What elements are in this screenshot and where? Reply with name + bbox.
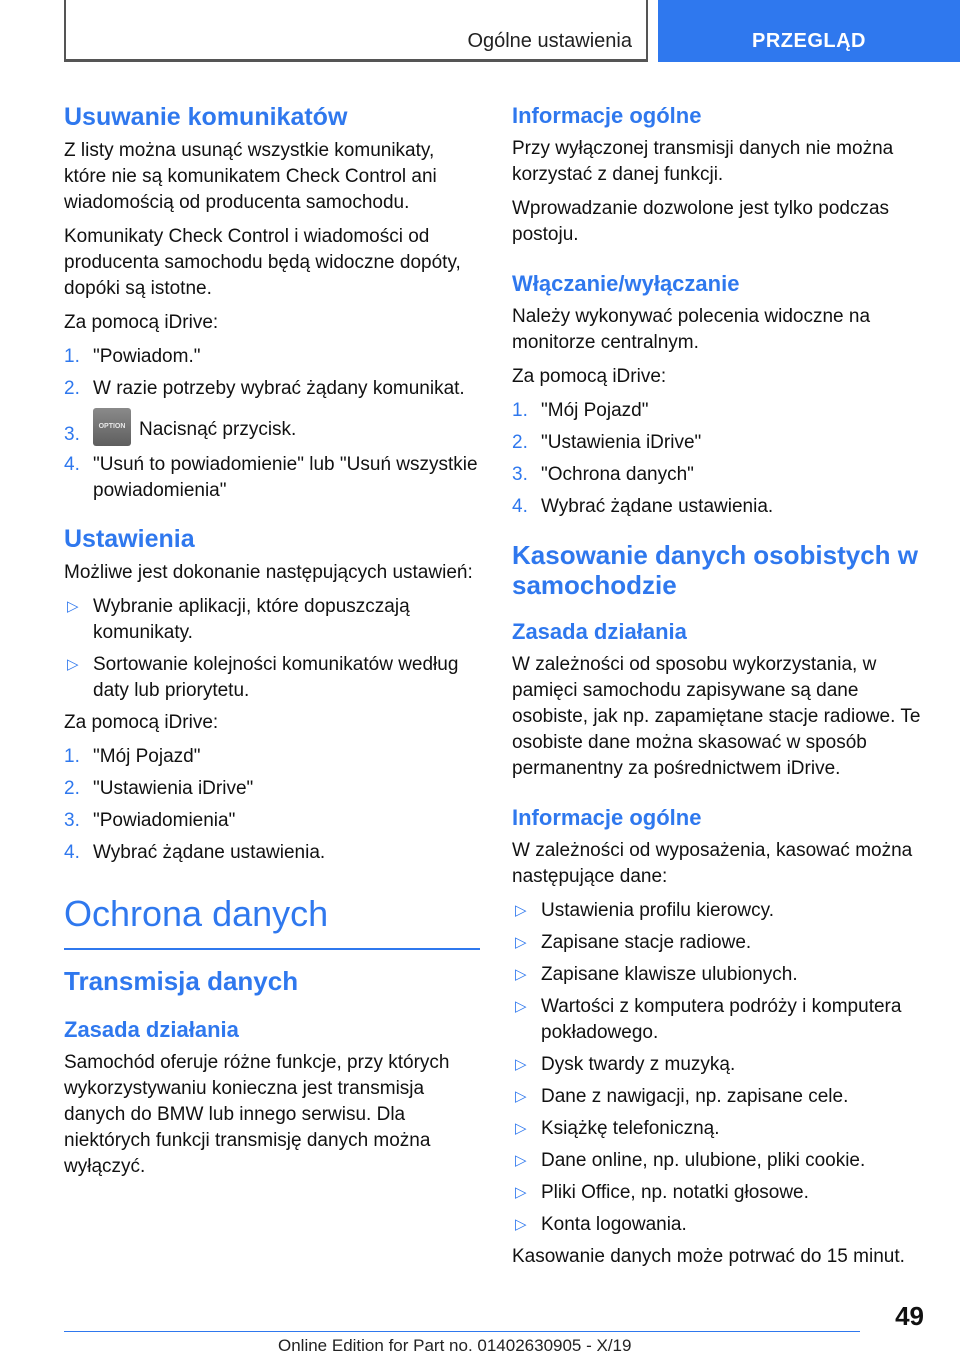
paragraph: Wprowadzanie dozwolone jest tylko podczas postoju. — [512, 198, 890, 245]
step-text: Wybrać żądane ustawienia. — [93, 842, 326, 863]
step-item — [512, 462, 924, 488]
step-item — [64, 808, 480, 834]
bullet-text: Dane online, np. ulubione, pliki cookie. — [541, 1150, 866, 1171]
bullet-item — [512, 962, 924, 988]
step-text: Nacisnąć przycisk. — [139, 419, 297, 441]
header-chapter-tab[interactable] — [658, 0, 960, 62]
right-column — [512, 102, 924, 1278]
bullet-text: Dysk twardy z muzyką. — [541, 1054, 736, 1075]
step-item — [64, 840, 480, 866]
bullet-item — [512, 930, 924, 956]
step-text: W razie potrzeby wybrać żądany komunikat. — [93, 378, 465, 399]
paragraph: W zależności od wyposażenia, kasować można następujące dane: — [512, 840, 913, 887]
step-text: "Usuń to powiadomienie" lub "Usuń wszystkie powiadomienia" — [93, 454, 478, 501]
bullet-item — [512, 1148, 924, 1174]
triangle-right-icon: ▷ — [515, 934, 527, 951]
step-item — [64, 776, 480, 802]
step-item — [64, 408, 480, 446]
triangle-right-icon: ▷ — [67, 656, 79, 673]
step-item — [512, 430, 924, 456]
steps-list — [512, 398, 924, 520]
steps-list — [64, 344, 480, 504]
bullet-item — [512, 1180, 924, 1206]
page-number: 49 — [895, 1301, 924, 1331]
bullet-text: Wybranie aplikacji, które dopuszczają komunikaty. — [93, 596, 410, 643]
triangle-right-icon: ▷ — [515, 966, 527, 983]
bullet-item — [512, 1052, 924, 1078]
title-rule — [64, 948, 480, 950]
triangle-right-icon: ▷ — [515, 902, 527, 919]
subsection-title-informacje: Informacje ogólne — [512, 103, 702, 128]
step-item — [512, 494, 924, 520]
step-text: Wybrać żądane ustawienia. — [541, 496, 774, 517]
triangle-right-icon: ▷ — [67, 598, 79, 615]
step-text: "Powiadom." — [93, 346, 201, 367]
step-text: "Mój Pojazd" — [93, 746, 201, 767]
bullet-item — [64, 594, 480, 646]
step-item — [64, 452, 480, 504]
header-section-label: Ogólne ustawienia — [467, 30, 632, 52]
footer-rule — [64, 1331, 860, 1332]
bullet-text: Zapisane klawisze ulubionych. — [541, 964, 798, 985]
left-column — [64, 102, 480, 1188]
header-chapter-label: PRZEGLĄD — [752, 30, 866, 52]
bullet-text: Konta logowania. — [541, 1214, 687, 1235]
bullet-item — [512, 1116, 924, 1142]
bullet-text: Zapisane stacje radiowe. — [541, 932, 752, 953]
bullet-list — [64, 594, 480, 704]
step-number: 4. — [512, 496, 528, 517]
triangle-right-icon: ▷ — [515, 1184, 527, 1201]
step-number: 3. — [512, 464, 528, 485]
step-number: 3. — [64, 810, 80, 831]
header-section-tab — [64, 0, 648, 62]
bullet-text: Ustawienia profilu kierowcy. — [541, 900, 775, 921]
triangle-right-icon: ▷ — [515, 1088, 527, 1105]
step-item — [512, 398, 924, 424]
bullet-text: Dane z nawigacji, np. zapisane cele. — [541, 1086, 849, 1107]
paragraph: Za pomocą iDrive: — [64, 712, 219, 733]
paragraph: W zależności od sposobu wykorzystania, w pamięci samochodu zapisywane są dane osobiste, jak np. zapamiętane stacje radiowe. Te osobiste dane można skasować w sposób permanentny za pośrednictwem iDrive. — [512, 654, 921, 779]
bullet-item — [512, 898, 924, 924]
section-title-kasowanie: Kasowanie danych osobistych w samochodzie — [512, 540, 918, 600]
triangle-right-icon: ▷ — [515, 1216, 527, 1233]
triangle-right-icon: ▷ — [515, 1152, 527, 1169]
step-number: 2. — [64, 778, 80, 799]
step-item — [64, 344, 480, 370]
paragraph: Za pomocą iDrive: — [512, 366, 667, 387]
section-title-ustawienia: Ustawienia — [64, 525, 195, 553]
steps-list — [64, 744, 480, 866]
paragraph: Za pomocą iDrive: — [64, 312, 219, 333]
paragraph: Przy wyłączonej transmisji danych nie można korzystać z danej funkcji. — [512, 138, 894, 185]
step-number: 4. — [64, 842, 80, 863]
bullet-item — [512, 1084, 924, 1110]
step-text: "Powiadomienia" — [93, 810, 236, 831]
subsection-title-zasada: Zasada działania — [512, 619, 687, 644]
step-number: 2. — [512, 432, 528, 453]
section-title-usuwanie: Usuwanie komunikatów — [64, 103, 348, 131]
subsection-title-wlaczanie: Włączanie/wyłączanie — [512, 271, 740, 296]
step-text: "Ustawienia iDrive" — [541, 432, 702, 453]
triangle-right-icon: ▷ — [515, 1056, 527, 1073]
paragraph: Należy wykonywać polecenia widoczne na monitorze centralnym. — [512, 306, 871, 353]
paragraph: Samochód oferuje różne funkcje, przy których wykorzystywaniu konieczna jest transmisja danych do BMW lub innego serwisu. Dla niektórych funkcji transmisję danych można wyłączyć. — [64, 1052, 450, 1177]
step-number: 1. — [64, 346, 80, 367]
paragraph: Z listy można usunąć wszystkie komunikaty, które nie są komunikatem Check Control ani wiadomością od producenta samochodu. — [64, 140, 437, 213]
triangle-right-icon: ▷ — [515, 1120, 527, 1137]
footer-edition: Online Edition for Part no. 01402630905 - X/19 — [278, 1336, 632, 1355]
paragraph: Kasowanie danych może potrwać do 15 minut. — [512, 1246, 905, 1267]
bullet-text: Książkę telefoniczną. — [541, 1118, 720, 1139]
paragraph: Komunikaty Check Control i wiadomości od producenta samochodu będą widoczne dopóty, dopóki są istotne. — [64, 226, 461, 299]
step-text: "Ustawienia iDrive" — [93, 778, 254, 799]
bullet-item — [64, 652, 480, 704]
paragraph: Możliwe jest dokonanie następujących ustawień: — [64, 562, 473, 583]
step-number: 4. — [64, 454, 80, 475]
bullet-text: Sortowanie kolejności komunikatów według daty lub priorytetu. — [93, 654, 459, 701]
bullet-text: Wartości z komputera podróży i komputera pokładowego. — [541, 996, 902, 1043]
bullet-item — [512, 994, 924, 1046]
bullet-text: Pliki Office, np. notatki głosowe. — [541, 1182, 809, 1203]
step-text: "Ochrona danych" — [541, 464, 694, 485]
option-button-icon: OPTION — [93, 408, 131, 446]
step-number: 2. — [64, 378, 80, 399]
chapter-title-ochrona: Ochrona danych — [64, 893, 329, 934]
triangle-right-icon: ▷ — [515, 998, 527, 1015]
step-text: "Mój Pojazd" — [541, 400, 649, 421]
step-item — [64, 376, 480, 402]
bullet-list — [512, 898, 924, 1238]
step-number: 3. — [64, 424, 80, 445]
subsection-title-zasada: Zasada działania — [64, 1017, 239, 1042]
section-title-transmisja: Transmisja danych — [64, 966, 299, 996]
subsection-title-informacje: Informacje ogólne — [512, 805, 702, 830]
step-item — [64, 744, 480, 770]
bullet-item — [512, 1212, 924, 1238]
step-number: 1. — [512, 400, 528, 421]
step-number: 1. — [64, 746, 80, 767]
